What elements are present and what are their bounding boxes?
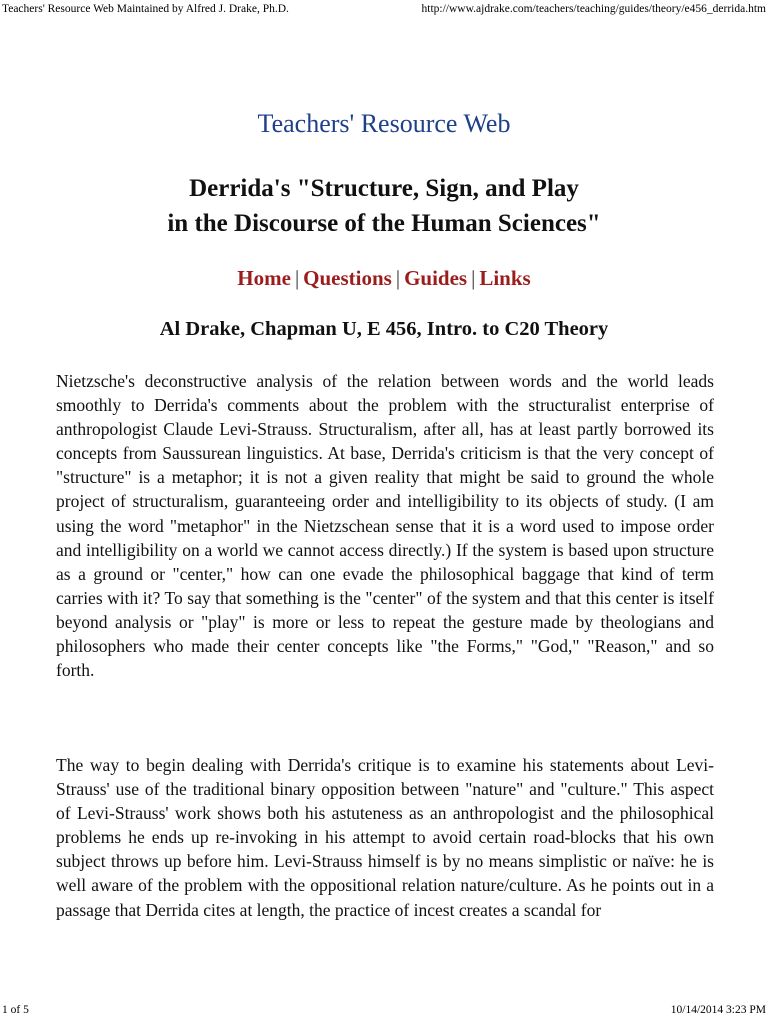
body-paragraph-1: Nietzsche's deconstructive analysis of the relation between words and the world leads smoothly to Derrida's comments about the problem with the structuralist enterprise of anthropologist Claude Levi-Strauss. Structuralism, after all, has at least partly borrowed its concepts from Saussurean linguistics. At base, Derrida's criticism is that the very concept of "structure" is a metaphor; it is not a given reality that might be said to ground the whole project of structuralism, guaranteeing order and intelligibility to its objects of study. (I am using the word "metaphor" in the Nietzschean sense that it is a word used to impose order and intelligibility on a world we cannot access directly.) If the system is based upon structure as a ground or "center," how can one evade the philosophical baggage that kind of term carries with it? To say that something is the "center" of the system and that this center is itself beyond analysis or "play" is more or less to repeat the gesture made by theologians and philosophers who made their center concepts like "the Forms," "God," "Reason," and so forth.	[56, 371, 714, 681]
body-paragraph-2: The way to begin dealing with Derrida's critique is to examine his statements about Levi-Strauss' use of the traditional binary opposition between "nature" and "culture." This aspect of Levi-Strauss' work shows both his astuteness as an anthropologist and the philosophical problems he ends up re-invoking in his attempt to avoid certain road-blocks that his own subject throws up before him. Levi-Strauss himself is by no means simplistic or naïve: he is well aware of the problem with the oppositional relation nature/culture. As he points out in a passage that Derrida cites at length, the practice of incest creates a scandal for	[56, 755, 714, 920]
nav-link-guides[interactable]: Guides	[404, 266, 468, 290]
nav-link-links[interactable]: Links	[479, 266, 531, 290]
print-header-title: Teachers' Resource Web Maintained by Alfred J. Drake, Ph.D.	[2, 3, 289, 15]
print-timestamp: 10/14/2014 3:23 PM	[670, 1004, 766, 1016]
nav-link-questions[interactable]: Questions	[303, 266, 392, 290]
document-title-line-2: in the Discourse of the Human Sciences"	[167, 210, 601, 237]
nav-link-home[interactable]: Home	[237, 266, 291, 290]
nav-separator: |	[395, 266, 401, 290]
nav-links	[0, 266, 768, 291]
page-number: 1 of 5	[2, 1004, 29, 1016]
print-header	[0, 3, 768, 19]
site-title: Teachers' Resource Web	[257, 109, 511, 138]
document-title	[0, 171, 768, 241]
author-line: Al Drake, Chapman U, E 456, Intro. to C20 Theory	[159, 318, 609, 340]
nav-separator: |	[471, 266, 476, 290]
nav-separator: |	[294, 266, 300, 290]
print-header-url: http://www.ajdrake.com/teachers/teaching/guides/theory/e456_derrida.htm	[421, 3, 766, 15]
print-footer	[0, 1004, 768, 1020]
document-title-line-1: Derrida's "Structure, Sign, and Play	[189, 175, 579, 202]
